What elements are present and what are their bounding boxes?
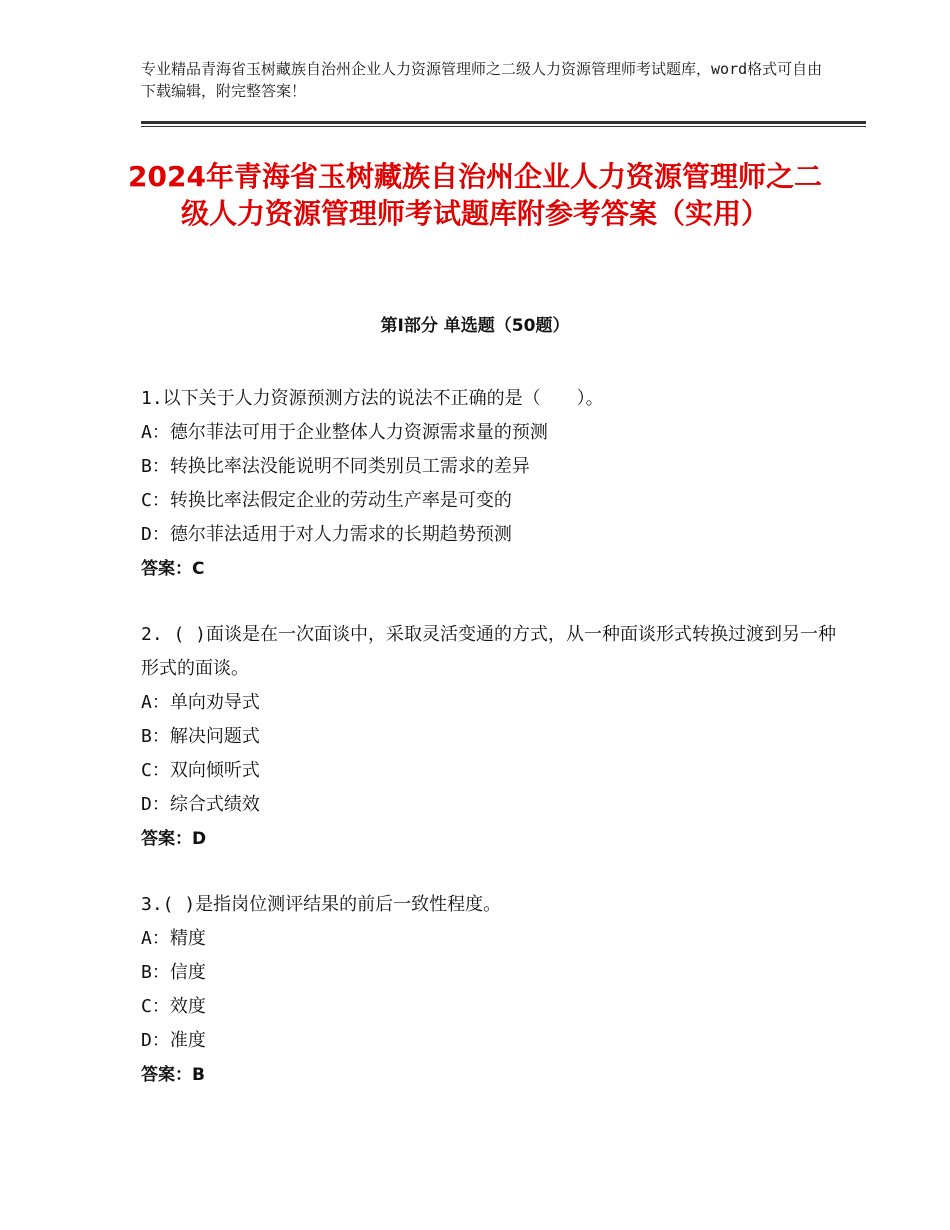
section-heading: 第Ⅰ部分 单选题（50题） bbox=[380, 316, 570, 336]
option-b: B：转换比率法没能说明不同类别员工需求的差异 bbox=[141, 456, 530, 477]
question-stem: 3.( )是指岗位测评结果的前后一致性程度。 bbox=[141, 894, 502, 915]
option-a: A：精度 bbox=[141, 928, 206, 949]
question-3 bbox=[141, 888, 841, 1092]
answer: 答案：D bbox=[141, 829, 207, 849]
answer: 答案：B bbox=[141, 1065, 205, 1085]
option-b: B：解决问题式 bbox=[141, 726, 260, 747]
option-b: B：信度 bbox=[141, 962, 206, 983]
answer: 答案：C bbox=[141, 559, 205, 579]
option-a: A：单向劝导式 bbox=[141, 692, 260, 713]
option-a: A：德尔菲法可用于企业整体人力资源需求量的预测 bbox=[141, 422, 548, 443]
question-stem: 1.以下关于人力资源预测方法的说法不正确的是（ ）。 bbox=[141, 388, 604, 409]
header-note: 专业精品青海省玉树藏族自治州企业人力资源管理师之二级人力资源管理师考试题库，word格式可自由下载编辑，附完整答案！ bbox=[141, 60, 823, 100]
option-c: C：效度 bbox=[141, 996, 206, 1017]
option-c: C：双向倾听式 bbox=[141, 760, 260, 781]
header-divider-thick bbox=[141, 121, 866, 124]
question-2 bbox=[141, 618, 841, 856]
question-1 bbox=[141, 382, 841, 586]
option-d: D：德尔菲法适用于对人力需求的长期趋势预测 bbox=[141, 524, 512, 545]
question-stem: 2. ( )面谈是在一次面谈中，采取灵活变通的方式，从一种面谈形式转换过渡到另一种形式的面谈。 bbox=[141, 624, 837, 679]
question-list bbox=[141, 382, 841, 1124]
document-title: 2024年青海省玉树藏族自治州企业人力资源管理师之二级人力资源管理师考试题库附参考答案（实用） bbox=[128, 160, 822, 230]
option-d: D：准度 bbox=[141, 1030, 206, 1051]
option-d: D：综合式绩效 bbox=[141, 794, 260, 815]
header-divider-thin bbox=[141, 126, 866, 127]
option-c: C：转换比率法假定企业的劳动生产率是可变的 bbox=[141, 490, 512, 511]
